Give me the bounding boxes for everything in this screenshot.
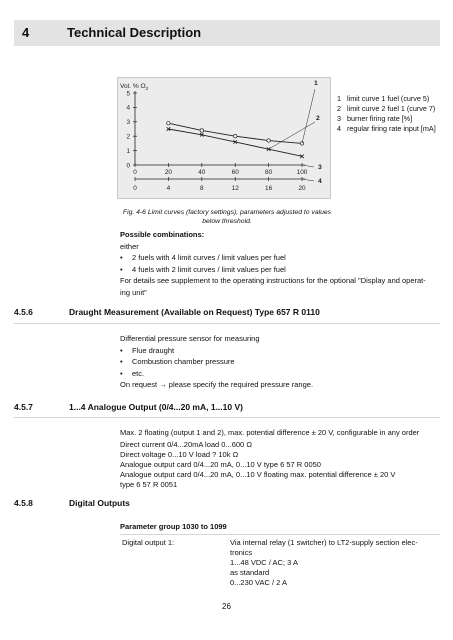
legend-number: 3 — [337, 114, 341, 123]
analogue-line: Max. 2 floating (output 1 and 2), max. potential difference ± 20 V, configurable in any order — [120, 428, 420, 437]
chapter-title: Technical Description — [67, 25, 202, 40]
x-tick-label: 20 — [164, 169, 172, 176]
value-line: 0...230 VAC / 2 A — [230, 578, 287, 587]
analogue-line: Analogue output card 0/4...20 mA, 0...10 V floating max. potential difference ± 20 V — [120, 470, 396, 479]
x-tick-bottom-label: 12 — [231, 185, 239, 192]
draught-intro: Differential pressure sensor for measuring — [120, 334, 260, 343]
legend-item — [337, 94, 442, 103]
caption-line: below threshold. — [202, 217, 252, 225]
section-title: Digital Outputs — [69, 498, 130, 508]
callout-number: 4 — [318, 178, 322, 185]
x-tick-bottom-label: 0 — [133, 185, 137, 192]
y-tick-label: 5 — [126, 90, 130, 98]
legend-text: burner firing rate [%] — [347, 114, 413, 123]
legend-item — [337, 104, 442, 113]
x-tick-bottom-label: 8 — [200, 185, 204, 192]
callout-leader — [302, 165, 314, 167]
draught-note: On request → please specify the required pressure range. — [120, 380, 314, 389]
data-point-circle — [300, 142, 303, 145]
series-line — [168, 129, 302, 156]
list-item-text: 2 fuels with 4 limit curves / limit values per fuel — [132, 253, 286, 262]
analogue-line: Direct voltage 0...10 V load ? 10k Ω — [120, 450, 239, 459]
callout-leader — [269, 122, 315, 149]
data-point-circle — [167, 122, 170, 125]
list-item-text: etc. — [132, 368, 145, 378]
figure-legend — [337, 94, 442, 134]
x-tick-bottom-label: 16 — [265, 185, 273, 192]
callout-leader — [302, 179, 314, 181]
analogue-line: Analogue output card 0/4...20 mA, 0...10 V type 6 57 R 0050 — [120, 460, 321, 469]
bullet-icon: • — [120, 357, 123, 366]
section-divider — [14, 417, 440, 418]
page-number: 26 — [222, 602, 231, 611]
callout-number: 3 — [318, 164, 322, 171]
callout-number: 2 — [316, 115, 320, 122]
legend-number: 2 — [337, 104, 341, 113]
value-line: as standard — [230, 568, 270, 577]
list-item — [120, 356, 438, 368]
y-tick-label: 4 — [126, 104, 130, 112]
legend-number: 4 — [337, 124, 341, 133]
figure-caption — [119, 209, 335, 226]
x-tick-label: 40 — [198, 169, 206, 176]
data-point-circle — [267, 139, 270, 142]
x-tick-label: 80 — [265, 169, 273, 176]
value-line: tronics — [230, 548, 253, 557]
caption-line: Fig. 4-6 Limit curves (factory settings), parameters adjusted to values — [122, 209, 332, 216]
x-tick-bottom-label: 4 — [166, 185, 171, 192]
list-item — [120, 264, 438, 276]
list-item-text: 4 fuels with 2 limit curves / limit values per fuel — [132, 264, 286, 274]
legend-text: limit curve 1 fuel (curve 5) — [347, 94, 430, 103]
y-tick-label: 1 — [126, 147, 130, 155]
x-tick-label: 0 — [133, 169, 137, 176]
section-number: 4.5.6 — [14, 307, 33, 317]
legend-item — [337, 114, 442, 123]
bullet-icon: • — [120, 368, 123, 378]
digital-output-label: Digital output 1: — [122, 538, 175, 547]
x-tick-label: 100 — [296, 169, 308, 176]
section-title: 1...4 Analogue Output (0/4...20 mA, 1...10 V) — [69, 402, 243, 412]
analogue-block — [120, 428, 438, 490]
section-number: 4.5.8 — [14, 498, 33, 508]
data-point-circle — [200, 129, 203, 132]
series-line — [168, 123, 302, 143]
list-item — [120, 252, 438, 264]
legend-text: limit curve 2 fuel 1 (curve 7) — [347, 104, 436, 113]
chapter-number: 4 — [22, 25, 30, 40]
bullet-icon: • — [120, 253, 123, 262]
x-tick-label: 60 — [231, 169, 239, 176]
draught-block — [120, 333, 438, 391]
y-axis-label-subscript: 2 — [145, 86, 149, 91]
list-item-text: Flue draught — [132, 345, 175, 355]
digital-output-value — [230, 538, 430, 588]
data-point-circle — [234, 135, 237, 138]
legend-number: 1 — [337, 94, 341, 103]
list-item — [120, 345, 438, 357]
section-divider — [120, 534, 440, 535]
bullet-icon: • — [120, 345, 123, 355]
combinations-note-line: ing unit" — [120, 287, 147, 297]
combinations-intro: either — [120, 241, 139, 251]
list-item-text: Combustion chamber pressure — [132, 357, 235, 366]
analogue-line: Direct current 0/4...20mA load 0...600 Ω — [120, 440, 252, 449]
section-divider — [14, 323, 440, 324]
callout-leader — [302, 89, 315, 143]
section-title: Draught Measurement (Available on Request) Type 657 R 0110 — [69, 307, 320, 317]
callout-number: 1 — [314, 80, 318, 87]
parameter-group-heading: Parameter group 1030 to 1099 — [120, 522, 227, 531]
legend-item — [337, 124, 442, 133]
value-line: 1...48 VDC / AC; 3 A — [230, 558, 298, 567]
limit-curves-chart — [117, 77, 329, 199]
x-tick-bottom-label: 20 — [298, 185, 306, 192]
combinations-heading: Possible combinations: — [120, 230, 205, 239]
y-axis-label: Vol. % $O_2$ — [120, 83, 149, 91]
y-tick-label: 0 — [126, 162, 130, 170]
combinations-note-line: For details see supplement to the operating instructions for the optional "Display and operat- — [120, 276, 426, 285]
y-tick-label: 2 — [126, 133, 130, 141]
bullet-icon: • — [120, 264, 123, 274]
analogue-line: type 6 57 R 0051 — [120, 480, 178, 489]
legend-text: regular firing rate input [mA] — [347, 124, 436, 133]
value-line: Via internal relay (1 switcher) to LT2-supply section elec- — [230, 538, 418, 547]
list-item — [120, 368, 438, 380]
combinations-block — [120, 229, 438, 298]
section-number: 4.5.7 — [14, 402, 33, 412]
y-tick-label: 3 — [126, 119, 130, 127]
